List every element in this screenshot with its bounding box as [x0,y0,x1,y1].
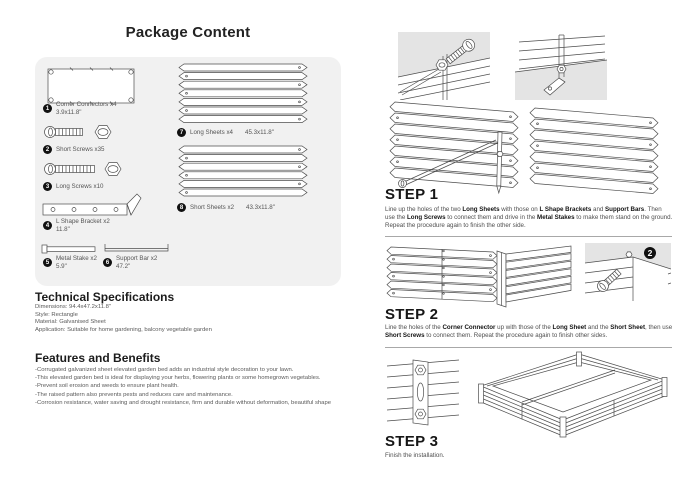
item-label: Long Screws x10 [56,183,104,190]
step3-assembled-bed-illustration [475,350,671,438]
feature-line: -This elevated garden bed is ideal for displaying your herbs, flowering plants or some homegrown vegetables. [35,375,321,382]
item-number-badge: 6 [103,258,112,267]
package-item-short-sheets [177,203,275,212]
step3-description: Finish the installation. [385,452,445,459]
hex-bolt [557,65,566,73]
item-dimension: 43.3x11.8" [246,204,275,211]
step1-stake-detail-illustration [515,32,607,100]
package-item-metal-stake [43,255,97,270]
package-item-support-bar [103,255,157,270]
spec-line: Style: Rectangle [35,311,78,318]
feature-line: -Corrosion resistance, water saving and drought resistance, firm and durable without deformation, beautiful shape [35,399,332,406]
item-dimension: 47.2" [116,262,131,270]
package-content-panel [35,57,341,286]
step3-title: STEP 3 [385,433,439,450]
short-sheets-illustration [177,145,309,198]
side-wall [506,246,571,302]
item-number-badge: 8 [177,203,186,212]
metal-stake-illustration [41,244,99,254]
item-label: Long Sheets x4 [190,129,234,136]
long-sheets-illustration [177,63,309,125]
technical-specifications-title: Technical Specifications [35,290,175,304]
step1-panels-illustration [388,98,660,196]
spec-line: Dimensions: 94.4x47.2x11.8" [35,304,111,310]
item-dimension: 5.9" [56,262,67,270]
item-dimension: 45.3x11.8" [245,129,274,136]
feature-line: -Prevent soil erosion and weeds to ensure plant health. [35,383,179,390]
features-benefits-title: Features and Benefits [35,351,161,365]
step2-corner-illustration [385,243,575,309]
item-label: L Shape Bracket x2 [56,218,110,225]
item-dimension: 3.9x11.8" [56,108,82,116]
item-number-badge: 3 [43,182,52,191]
technical-specifications-lines [35,304,212,335]
section-divider [385,236,672,237]
package-item-corner-connectors [43,101,117,116]
right-long-sheet [530,108,658,194]
l-shape-bracket-illustration [41,193,147,219]
item-label: Corner Connectors x4 [56,101,117,108]
step2-screw-detail-illustration [585,243,671,305]
hex-screw-top [415,365,426,375]
section-divider [385,347,672,348]
support-bar-illustration [103,242,171,254]
item-label: Short Screws x35 [56,146,105,153]
center-support-bar [522,370,615,405]
package-item-short-screws [43,145,105,154]
package-item-long-screws [43,182,103,191]
item-label: Short Sheets x2 [190,204,235,211]
long-screw-illustration [43,158,129,180]
features-benefits-lines [35,366,335,407]
item-number-badge: 2 [43,145,52,154]
step1-title: STEP 1 [385,186,439,203]
spec-line: Material: Galvanised Sheet [35,319,106,326]
item-number-badge: 1 [43,104,52,113]
item-number-badge: 4 [43,221,52,230]
item-label: Support Bar x2 [116,255,158,262]
step1-description: Line up the holes of the two Long Sheets with those on L Shape Brackets and Support Bars. Then use the Long Screws to connect them and drive in the Metal Stakes to make them stand on the ground. Repeat the procedure again to finish the other side. [385,206,673,229]
step3-connector-detail-illustration [385,356,461,428]
step-number-badge-label: 2 [647,248,653,258]
step1-screw-detail-illustration [398,32,490,100]
item-number-badge: 7 [177,128,186,137]
step2-title: STEP 2 [385,306,439,323]
step2-description: Line the holes of the Corner Connector up with those of the Long Sheet and the Short Sheet, then use Short Screws to connect them. Repeat the procedure again to finish other sides. [385,324,673,339]
hex-nut [436,60,448,70]
package-item-long-sheets [177,128,274,137]
package-item-l-shape-bracket [43,218,110,233]
item-dimension: 11.8" [56,225,70,233]
corner-clip [626,252,632,257]
hex-screw-bottom [415,409,426,419]
page-title: Package Content [125,24,251,41]
item-label: Metal Stake x2 [56,255,97,262]
item-number-badge: 5 [43,258,52,267]
feature-line: -The raised pattern also prevents pests and reduces care and maintenance. [35,391,233,398]
spec-line: Application: Suitable for home gardening, balcony vegetable garden [35,327,212,334]
feature-line: -Corrugated galvanized sheet elevated garden bed adds an industrial style decoration to your lawn. [35,367,294,373]
short-screw-illustration [43,121,117,143]
